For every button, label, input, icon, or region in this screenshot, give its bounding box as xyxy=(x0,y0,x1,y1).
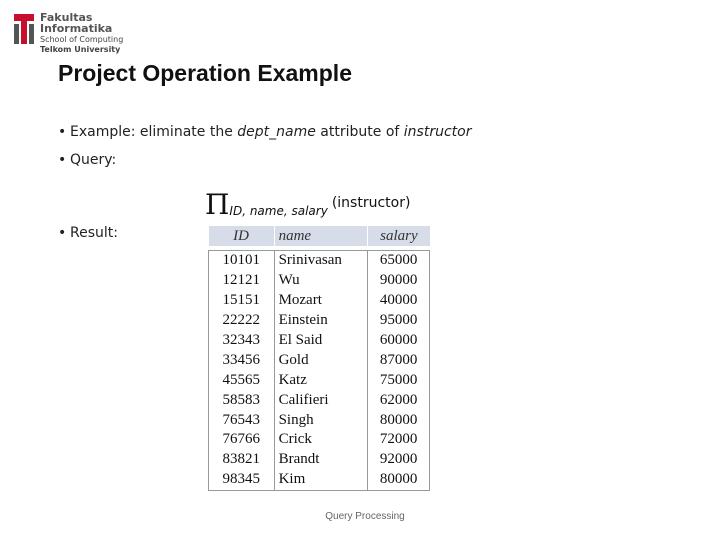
cell-id: 22222 xyxy=(222,312,261,329)
cell-name: Gold xyxy=(274,350,368,370)
logo-text xyxy=(40,12,162,54)
table-header-row xyxy=(209,226,430,246)
table-row xyxy=(209,271,430,291)
cell-id: 83821 xyxy=(222,451,261,468)
table-row xyxy=(209,450,430,470)
header-id: ID xyxy=(209,226,275,246)
header-name: name xyxy=(274,226,368,246)
bullet-result xyxy=(58,225,118,241)
table-row xyxy=(209,370,430,390)
logo-line-1: Fakultas Informatika xyxy=(40,11,113,35)
bullet-example-text-2: attribute of xyxy=(315,124,404,140)
cell-salary: 72000 xyxy=(368,430,430,450)
cell-id: 12121 xyxy=(222,272,261,289)
cell-salary: 92000 xyxy=(368,450,430,470)
cell-name: Califieri xyxy=(274,390,368,410)
bullet-dot: • xyxy=(58,152,67,168)
cell-name: Crick xyxy=(274,430,368,450)
cell-id: 76766 xyxy=(222,431,261,448)
cell-id: 45565 xyxy=(222,371,261,388)
cell-id: 33456 xyxy=(222,351,261,368)
bullet-result-label: Result: xyxy=(70,225,118,241)
cell-salary: 80000 xyxy=(368,410,430,430)
result-table xyxy=(208,226,430,491)
cell-id: 10101 xyxy=(222,252,261,269)
cell-salary: 40000 xyxy=(368,291,430,311)
pi-operator: Π xyxy=(205,188,230,221)
cell-salary: 65000 xyxy=(368,251,430,271)
telkom-logo-icon xyxy=(12,12,36,46)
slide-title: Project Operation Example xyxy=(58,60,352,86)
table-row xyxy=(209,430,430,450)
cell-name: Brandt xyxy=(274,450,368,470)
cell-salary: 87000 xyxy=(368,350,430,370)
logo-line-3: Telkom University xyxy=(40,45,121,54)
cell-name: Srinivasan xyxy=(274,251,368,271)
bullet-query-label: Query: xyxy=(70,152,117,168)
cell-id: 32343 xyxy=(222,332,261,348)
bullet-example-attr: dept_name xyxy=(237,124,316,140)
cell-name: Kim xyxy=(274,470,368,490)
cell-name: Mozart xyxy=(274,291,368,311)
cell-name: Katz xyxy=(274,370,368,390)
cell-id: 76543 xyxy=(222,411,261,428)
bullet-example-text-1: Example: eliminate the xyxy=(70,124,238,140)
cell-salary: 95000 xyxy=(368,311,430,331)
bullet-query xyxy=(58,152,116,168)
table-row xyxy=(209,410,430,430)
cell-id: 58583 xyxy=(222,391,261,408)
bullet-dot: • xyxy=(58,124,67,140)
header-salary: salary xyxy=(368,226,430,246)
footer-text: Query Processing xyxy=(325,511,405,522)
bullet-example-relation: instructor xyxy=(403,124,472,140)
table-row xyxy=(209,331,430,351)
table-row xyxy=(209,291,430,311)
cell-name: Wu xyxy=(274,271,368,291)
faculty-logo xyxy=(12,10,162,54)
table-row xyxy=(209,311,430,331)
projection-query xyxy=(205,188,410,221)
cell-salary: 62000 xyxy=(368,390,430,410)
cell-name: Einstein xyxy=(274,311,368,331)
cell-id: 98345 xyxy=(222,471,261,488)
table-row xyxy=(209,470,430,490)
table-row xyxy=(209,251,430,271)
cell-name: El Said xyxy=(274,331,368,351)
bullet-example xyxy=(58,124,471,140)
table-row xyxy=(209,350,430,370)
projection-argument: (instructor) xyxy=(331,195,411,211)
cell-salary: 90000 xyxy=(368,271,430,291)
result-relation xyxy=(208,226,430,491)
logo-line-2: School of Computing xyxy=(40,35,124,44)
cell-name: Singh xyxy=(274,410,368,430)
table-body xyxy=(209,251,430,491)
cell-salary: 60000 xyxy=(368,331,430,351)
projection-attributes: ID, name, salary xyxy=(229,204,328,218)
bullet-dot: • xyxy=(58,225,67,241)
cell-salary: 75000 xyxy=(368,370,430,390)
table-row xyxy=(209,390,430,410)
cell-salary: 80000 xyxy=(368,470,430,490)
cell-id: 15151 xyxy=(222,292,261,309)
